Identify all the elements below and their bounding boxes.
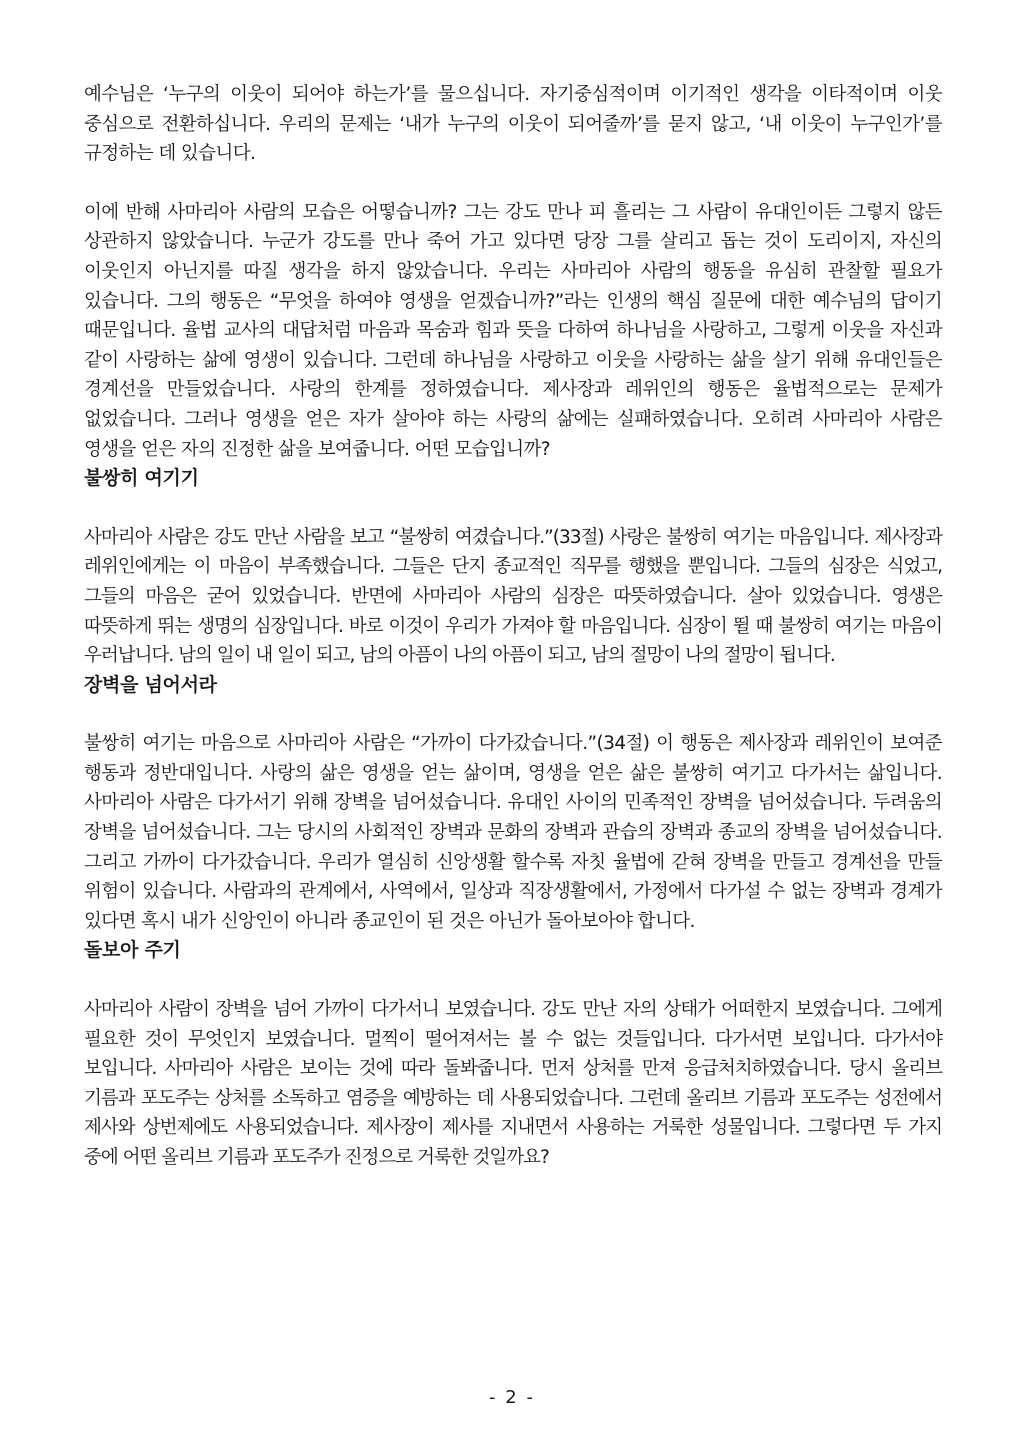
section-heading-barrier: 장벽을 넘어서라 xyxy=(84,673,217,696)
page-number: - 2 - xyxy=(489,1387,535,1408)
intro-paragraph-2: 이에 반해 사마리아 사람의 모습은 어떻습니까? 그는 강도 만나 피 흘리는 그 사람이 유대인이든 그렇지 않든 상관하지 않았습니다. 누군가 강도를 만나 죽어 가고 있다면 당장 그를 살리고 돕는 것이 도리이지, 자신의 이웃인지 아닌지를 따질 생각을 하지 않았습니다. 우리는 사마리아 사람의 행동을 유심히 관찰할 필요가 있습니다. 그의 행동은 “무엇을 하여야 영생을 얻겠습니까?”라는 인생의 핵심 질문에 대한 예수님의 답이기 때문입니다. 율법 교사의 대답처럼 마음과 목숨과 힘과 뜻을 다하여 하나님을 사랑하고, 그렇게 이웃을 자신과 같이 사랑하는 삶에 영생이 있습니다. 그런데 하나님을 사랑하고 이웃을 사랑하는 삶을 살기 위해 유대인들은 경계선을 만들었습니다. 사랑의 한계를 정하였습니다. 제사장과 레위인의 행동은 율법적으로는 문제가 없었습니다. 그러나 영생을 얻은 자가 살아야 하는 사랑의 삶에는 실패하였습니다. 오히려 사마리아 사람은 영생을 얻은 자의 진정한 삶을 보여줍니다. 어떤 모습입니까? xyxy=(84,201,942,460)
section-heading-care: 돌보아 주기 xyxy=(84,939,181,962)
section-body-care: 사마리아 사람이 장벽을 넘어 가까이 다가서니 보였습니다. 강도 만난 자의 상태가 어떠한지 보였습니다. 그에게 필요한 것이 무엇인지 보였습니다. 멀찍이 떨어져서는 볼 수 없는 것들입니다. 다가서면 보입니다. 다가서야 보입니다. 사마리아 사람은 보이는 것에 따라 돌봐줍니다. 먼저 상처를 만져 응급처치하였습니다. 당시 올리브 기름과 포도주는 상처를 소독하고 염증을 예방하는 데 사용되었습니다. 그런데 올리브 기름과 포도주는 성전에서 제사와 상번제에도 사용되었습니다. 제사장이 제사를 지내면서 사용하는 거룩한 성물입니다. 그렇다면 두 가지 중에 어떤 올리브 기름과 포도주가 진정으로 거룩한 것일까요? xyxy=(84,999,942,1168)
section-heading-pity: 불쌍히 여기기 xyxy=(84,467,199,490)
section-body-barrier: 불쌍히 여기는 마음으로 사마리아 사람은 “가까이 다가갔습니다.”(34절) 이 행동은 제사장과 레위인이 보여준 행동과 정반대입니다. 사랑의 삶은 영생을 얻는 삶이며, 영생을 얻은 삶은 불쌍히 여기고 다가서는 삶입니다. 사마리아 사람은 다가서기 위해 장벽을 넘어섰습니다. 유대인 사이의 민족적인 장벽을 넘어섰습니다. 두려움의 장벽을 넘어섰습니다. 그는 당시의 사회적인 장벽과 문화의 장벽과 관습의 장벽과 종교의 장벽을 넘어섰습니다. 그리고 가까이 다가갔습니다. 우리가 열심히 신앙생활 할수록 자칫 율법에 갇혀 장벽을 만들고 경계선을 만들 위험이 있습니다. 사람과의 관계에서, 사역에서, 일상과 직장생활에서, 가정에서 다가설 수 없는 장벽과 경계가 있다면 혹시 내가 신앙인이 아니라 종교인이 된 것은 아닌가 돌아보아야 합니다. xyxy=(84,733,942,932)
page-content xyxy=(84,80,942,1173)
section-body-pity: 사마리아 사람은 강도 만난 사람을 보고 “불쌍히 여겼습니다.”(33절) 사랑은 불쌍히 여기는 마음입니다. 제사장과 레위인에게는 이 마음이 부족했습니다. 그들은 단지 종교적인 직무를 행했을 뿐입니다. 그들의 심장은 식었고, 그들의 마음은 굳어 있었습니다. 반면에 사마리아 사람의 심장은 따뜻하였습니다. 살아 있었습니다. 영생은 따뜻하게 뛰는 생명의 심장입니다. 바로 이것이 우리가 가져야 할 마음입니다. 심장이 뛸 때 불쌍히 여기는 마음이 우러납니다. 남의 일이 내 일이 되고, 남의 아픔이 나의 아픔이 되고, 남의 절망이 나의 절망이 됩니다. xyxy=(84,526,942,667)
intro-paragraph-1: 예수님은 ‘누구의 이웃이 되어야 하는가’를 물으십니다. 자기중심적이며 이기적인 생각을 이타적이며 이웃 중심으로 전환하십니다. 우리의 문제는 ‘내가 누구의 이웃이 되어줄까’를 묻지 않고, ‘내 이웃이 누구인가’를 규정하는 데 있습니다. xyxy=(84,84,942,165)
